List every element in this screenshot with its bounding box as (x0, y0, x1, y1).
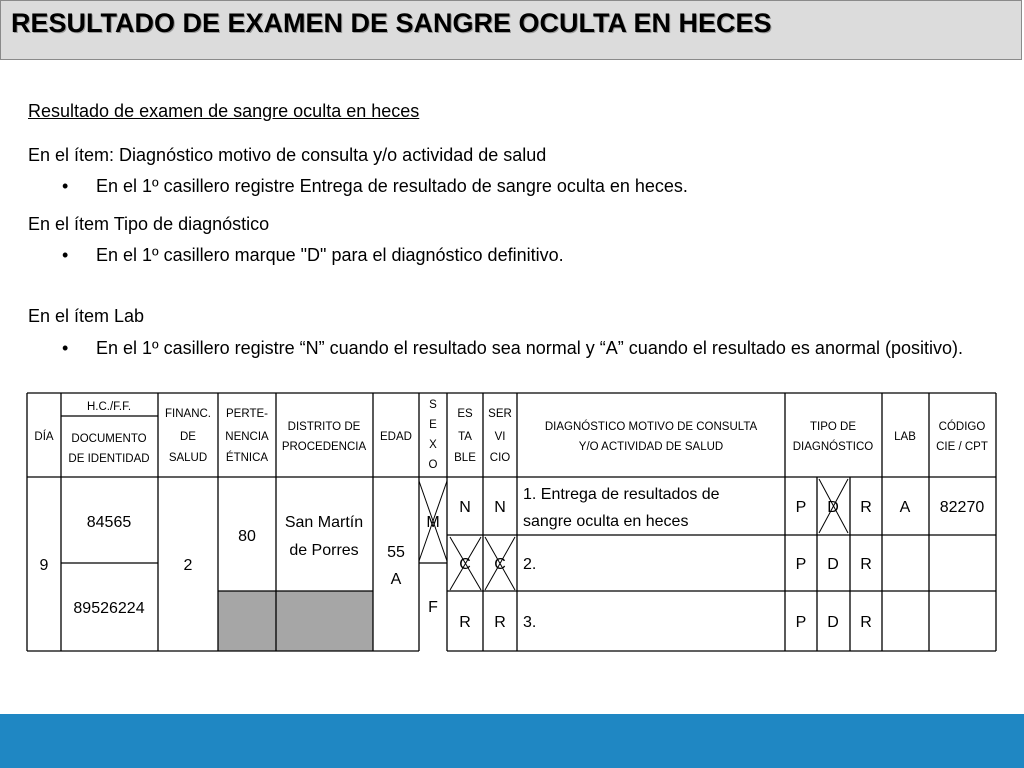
cell-diagnostico-1a: 1. Entrega de resultados de (523, 486, 720, 503)
cell-estable-3: R (459, 614, 471, 631)
item-lab: En el ítem Lab (28, 306, 145, 326)
bullet-icon: • (62, 245, 69, 265)
cell-etnia: 80 (238, 528, 256, 545)
cell-tipo-r-2: R (860, 556, 872, 573)
cell-codigo-1: 82270 (939, 499, 985, 516)
header-cie-cpt: CIE / CPT (936, 441, 988, 453)
cell-servicio-3: R (494, 614, 506, 631)
header-salud: SALUD (168, 452, 208, 464)
cell-financ: 2 (183, 557, 193, 574)
header-sexo-s: S (429, 399, 437, 411)
cell-lab-1: A (899, 499, 911, 516)
shaded-cell-distrito (276, 591, 373, 651)
cell-servicio-1: N (494, 499, 506, 516)
cell-sexo-f: F (428, 599, 438, 616)
header-cio: CIO (489, 452, 511, 464)
cell-tipo-p-1: P (795, 499, 807, 516)
header-perte: PERTE- (226, 408, 268, 420)
header-nencia: NENCIA (225, 431, 269, 443)
cell-estable-2: C (459, 556, 471, 573)
header-de: DE (180, 431, 196, 443)
header-ta: TA (458, 431, 472, 443)
header-hcff: H.C./F.F. (86, 401, 132, 413)
footer-bar (0, 714, 1024, 768)
header-ser: SER (488, 408, 512, 420)
item-diagnostico: En el ítem: Diagnóstico motivo de consulta y/o actividad de salud (28, 145, 547, 165)
bullet-icon: • (62, 338, 69, 358)
header-vi: VI (494, 431, 506, 443)
bullet-text: En el 1º casillero registre Entrega de resultado de sangre oculta en heces. (96, 176, 688, 196)
slide-title: RESULTADO DE EXAMEN DE SANGRE OCULTA EN HECES (11, 8, 772, 38)
header-codigo: CÓDIGO (938, 421, 986, 433)
header-es: ES (457, 408, 473, 420)
header-diagnostico: DIAGNÓSTICO MOTIVO DE CONSULTA (544, 421, 758, 433)
cell-estable-1: N (459, 499, 471, 516)
cell-tipo-p-3: P (795, 614, 807, 631)
header-dia: DÍA (34, 431, 54, 443)
header-sexo-o: O (428, 459, 438, 471)
cell-tipo-r-3: R (860, 614, 872, 631)
cell-diagnostico-1b: sangre oculta en heces (523, 513, 689, 530)
cell-dia: 9 (39, 557, 49, 574)
cell-diagnostico-2: 2. (523, 556, 537, 573)
header-lab: LAB (894, 431, 916, 443)
header-financ: FINANC. (165, 408, 211, 420)
header-ble: BLE (454, 452, 476, 464)
header-edad: EDAD (380, 431, 412, 443)
cell-distrito-2: de Porres (289, 542, 359, 559)
cell-tipo-d-1: D (827, 499, 839, 516)
cell-tipo-d-2: D (827, 556, 839, 573)
header-distrito: DISTRITO DE (287, 421, 361, 433)
header-sexo-e: E (429, 419, 437, 431)
cell-diagnostico-3: 3. (523, 614, 537, 631)
cell-edad-value: 55 (387, 544, 405, 561)
doc-heading: Resultado de examen de sangre oculta en heces (28, 101, 420, 121)
header-documento: DOCUMENTO (71, 433, 147, 445)
cell-tipo-p-2: P (795, 556, 807, 573)
cell-tipo-d-3: D (827, 614, 839, 631)
header-actividad: Y/O ACTIVIDAD DE SALUD (578, 441, 724, 453)
header-procedencia: PROCEDENCIA (281, 441, 367, 453)
cell-hc: 84565 (86, 514, 132, 531)
header-tipo-de: TIPO DE (809, 421, 857, 433)
bullet-text: En el 1º casillero marque "D" para el diagnóstico definitivo. (96, 245, 564, 265)
header-sexo-x: X (429, 439, 437, 451)
shaded-cell-etnia (218, 591, 276, 651)
cell-sexo-m: M (426, 514, 440, 531)
cell-distrito-1: San Martín (284, 514, 364, 531)
cell-documento: 89526224 (73, 600, 145, 617)
header-de-identidad: DE IDENTIDAD (68, 453, 150, 465)
table-body (40, 486, 985, 631)
cell-tipo-r-1: R (860, 499, 872, 516)
bullet-text: En el 1º casillero registre “N” cuando el resultado sea normal y “A” cuando el resultado es anormal (positivo). (96, 338, 963, 358)
header-tipo-diagnostico: DIAGNÓSTICO (792, 441, 874, 453)
cell-edad-unit: A (390, 571, 402, 588)
bullet-icon: • (62, 176, 69, 196)
table-header (34, 399, 987, 471)
cell-servicio-2: C (494, 556, 506, 573)
header-etnica: ÉTNICA (225, 452, 269, 464)
item-tipo-diagnostico: En el ítem Tipo de diagnóstico (28, 214, 270, 234)
